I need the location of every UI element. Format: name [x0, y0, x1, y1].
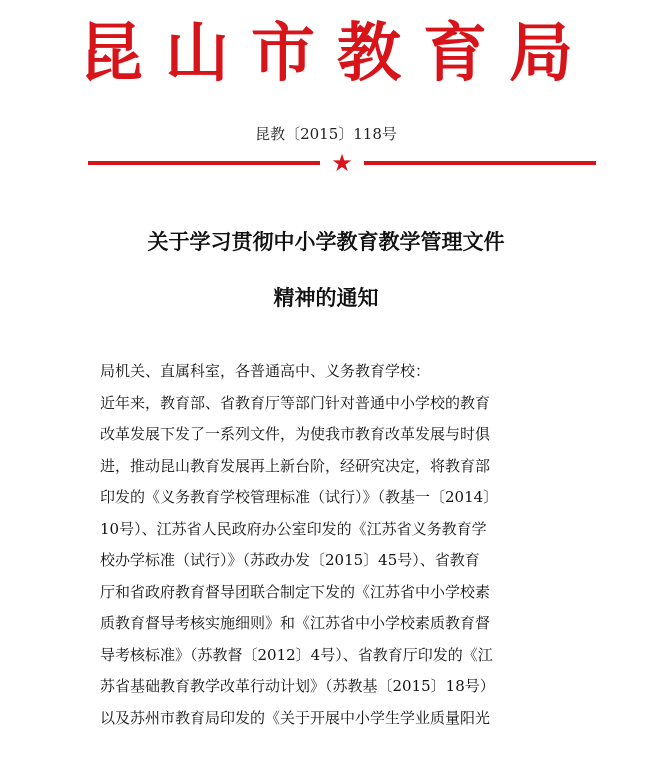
salutation: 局机关、直属科室，各普通高中、义务教育学校：	[100, 362, 431, 380]
body-line: 印发的《义务教育学校管理标准（试行）》（教基一〔2014〕	[100, 488, 499, 506]
star-icon: ★	[331, 149, 353, 177]
document-title-line-2: 精神的通知	[273, 286, 379, 310]
body-line: 导考核标准》（苏教督〔2012〕4号）、省教育厅印发的《江	[100, 645, 493, 664]
body-line: 进，推动昆山教育发展再上新台阶，经研究决定，将教育部	[100, 456, 491, 475]
document-body	[100, 356, 560, 734]
separator-line-right	[364, 161, 596, 165]
document-title-line-1: 关于学习贯彻中小学教育教学管理文件	[147, 230, 505, 254]
body-line: 厅和省政府教育督导团联合制定下发的《江苏省中小学校素	[100, 582, 491, 601]
body-line: 改革发展下发了一系列文件，为使我市教育改革发展与时俱	[100, 425, 491, 443]
separator-line-left	[88, 161, 320, 165]
body-line: 质教育督导考核实施细则》和《江苏省中小学校素质教育督	[100, 614, 491, 632]
body-line: 苏省基础教育教学改革行动计划》（苏教基〔2015〕18号）	[100, 677, 495, 695]
body-line: 以及苏州市教育局印发的《关于开展中小学生学业质量阳光	[100, 708, 491, 727]
body-line: 10号）、江苏省人民政府办公室印发的《江苏省义务教育学	[100, 519, 487, 538]
document-number: 昆教〔2015〕118号	[255, 125, 397, 143]
body-line: 近年来，教育部、省教育厅等部门针对普通中小学校的教育	[100, 393, 491, 412]
body-line: 校办学标准（试行）》（苏政办发〔2015〕45号）、省教育	[100, 551, 480, 569]
red-separator	[88, 150, 596, 176]
agency-masthead: 昆山市教育局	[79, 16, 595, 91]
